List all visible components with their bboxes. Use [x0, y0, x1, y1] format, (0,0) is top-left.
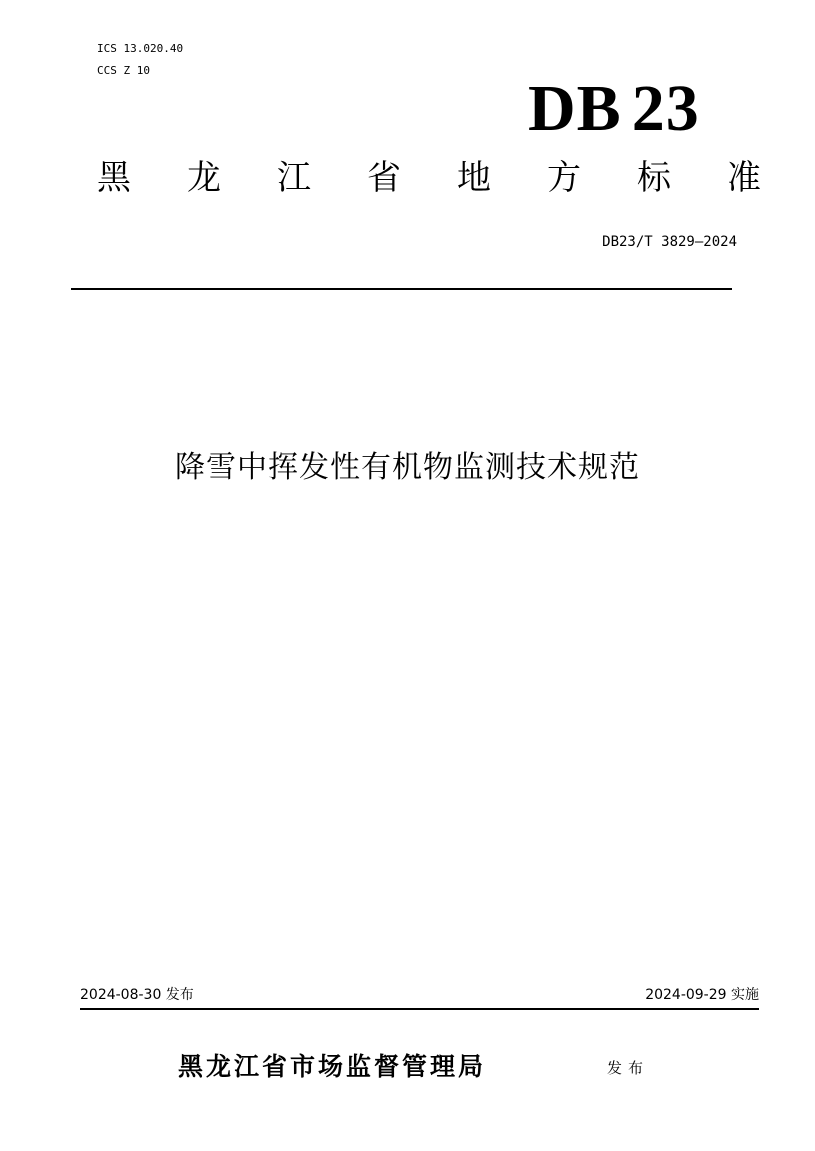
bottom-divider — [80, 1008, 759, 1010]
standard-type-char: 龙 — [187, 158, 221, 198]
issuer-action: 发布 — [607, 1059, 650, 1077]
db-logo — [528, 72, 700, 145]
standard-type-char: 方 — [547, 158, 581, 198]
standard-type-char: 标 — [637, 158, 671, 198]
implement-date: 2024-09-29 实施 — [645, 987, 759, 1003]
publish-date: 2024-08-30 发布 — [80, 987, 194, 1003]
db-logo-number: 23 — [631, 72, 700, 145]
ics-code: ICS 13.020.40 — [97, 42, 184, 55]
ccs-code: CCS Z 10 — [97, 64, 150, 77]
standard-code: DB23/T 3829—2024 — [602, 234, 737, 250]
standard-type-title — [97, 156, 761, 200]
db-logo-prefix: DB — [528, 72, 622, 145]
standard-type-char: 省 — [367, 158, 401, 198]
top-divider — [71, 288, 732, 290]
standard-type-char: 江 — [277, 158, 311, 198]
issuer-organization: 黑龙江省市场监督管理局 — [178, 1052, 487, 1081]
standard-type-char: 地 — [457, 158, 491, 198]
standard-type-char: 黑 — [97, 158, 131, 198]
standard-type-char: 准 — [727, 158, 761, 198]
document-title: 降雪中挥发性有机物监测技术规范 — [175, 450, 640, 485]
